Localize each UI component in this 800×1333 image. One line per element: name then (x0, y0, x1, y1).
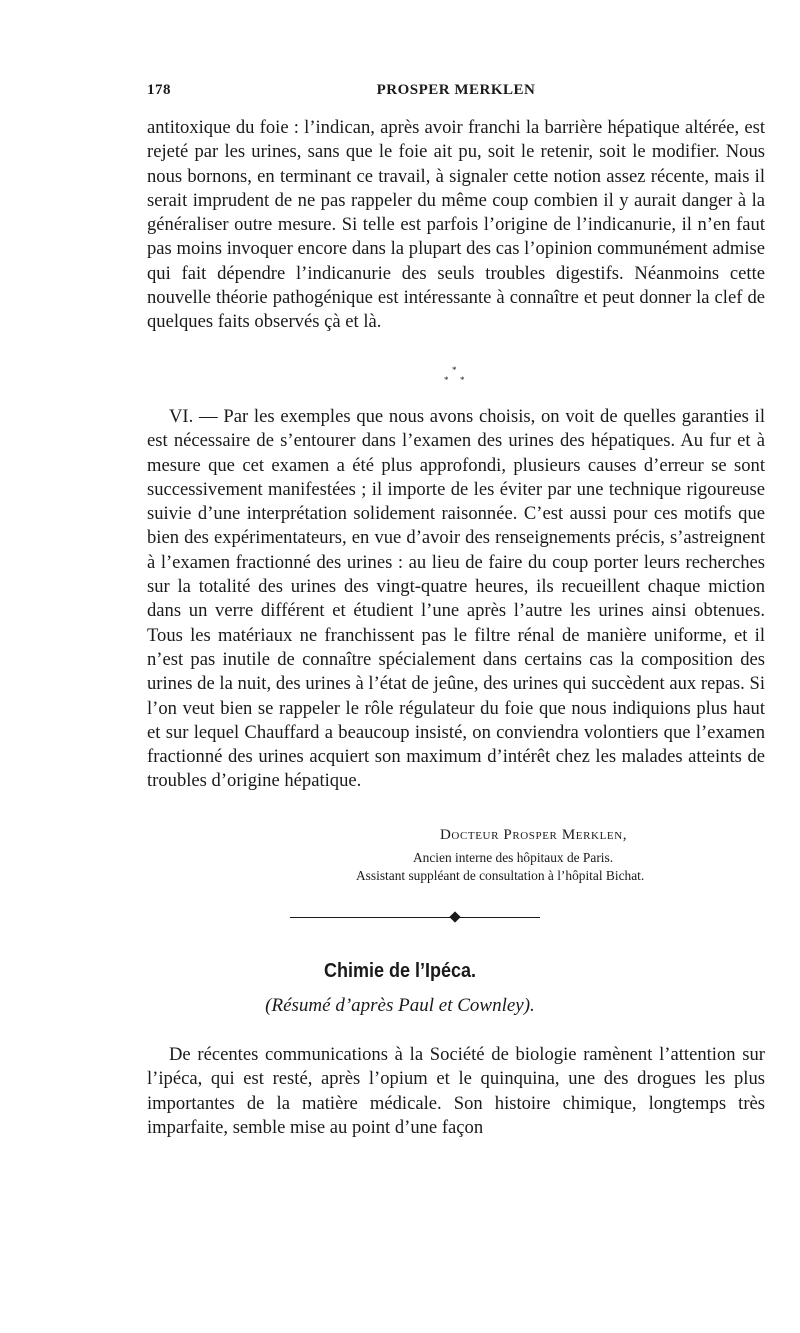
section-divider (290, 912, 540, 924)
article-title: Chimie de l’Ipéca. (323, 960, 477, 982)
asterism-star: * (460, 375, 465, 385)
paragraph-ipeca (147, 1043, 765, 1140)
author-title-line-2: Assistant suppléant de consultation à l’hôpital Bichat. (356, 868, 645, 883)
article-subtitle: (Résumé d’après Paul et Cownley). (265, 995, 535, 1016)
page-number: 178 (147, 82, 171, 98)
asterism-star: * (452, 365, 457, 375)
paragraph-text: antitoxique du foie : l’indican, après avoir franchi la barrière hépatique altérée, est rejeté par les urines, sans que le foie ait pu, soit le retenir, soit le modifier. Nous nous bornons, en terminant ce travail, à signaler cette notion assez récente, mais il serait imprudent de ne pas rappeler du même coup combien il y aurait danger à la généraliser outre mesure. Si telle est parfois l’origine de l’indicanurie, il n’en faut pas moins invoquer encore dans la plupart des cas l’opinion communément admise qui fait dépendre l’indicanurie des seuls troubles digestifs. Néanmoins cette nouvelle théorie pathogénique est intéressante à connaître et peut donner la clef de quelques faits observés çà et là. (147, 117, 765, 333)
paragraph-indicanurie (147, 116, 765, 335)
paragraph-text: VI. — Par les exemples que nous avons choisis, on voit de quelles garanties il est nécessaire de s’entourer dans l’examen des urines des hépatiques. Au fur et à mesure que cet examen a été plus approfondi, plusieurs causes d’erreur se sont successivement manifestées ; il importe de les éviter par une technique rigoureuse suivie d’une interprétation solidement raisonnée. C’est aussi pour ces motifs que bien des expérimentateurs, en vue d’avoir des renseignements précis, s’astreignent à l’examen fractionné des urines : au lieu de faire du coup porter leurs recherches sur la totalité des urines des vingt-quatre heures, ils recueillent chaque miction dans un verre différent et étudient l’une après l’autre les urines ainsi obtenues. Tous les matériaux ne franchissent pas le filtre rénal de manière uniforme, et il n’est pas inutile de connaître spécialement dans certains cas la composition des urines de la nuit, des urines à l’état de jeûne, des urines qui succèdent aux repas. Si l’on veut bien se rappeler le rôle régulateur du foie que nous indiquions plus haut et sur lequel Chauffard a beaucoup insisté, on conviendra volontiers que l’examen fractionné des urines acquiert son maximum d’intérêt chez les malades atteints de troubles d’origine hépatique. (147, 406, 765, 792)
running-title: PROSPER MERKLEN (376, 82, 536, 98)
asterism-separator (0, 364, 800, 394)
page-header (147, 82, 765, 104)
paragraph-section-vi (147, 405, 765, 794)
asterism-star: * (444, 375, 449, 385)
paragraph-text: De récentes communications à la Société de biologie ramènent l’attention sur l’ipéca, qui est resté, après l’opium et le quinquina, une des drogues les plus importantes de la matière médicale. Son histoire chimique, longtemps très imparfaite, semble mise au point d’une façon (147, 1044, 765, 1138)
author-signature: Docteur Prosper Merklen, (440, 827, 628, 843)
divider-diamond-icon (449, 911, 460, 922)
author-title-line-1: Ancien interne des hôpitaux de Paris. (413, 850, 614, 865)
